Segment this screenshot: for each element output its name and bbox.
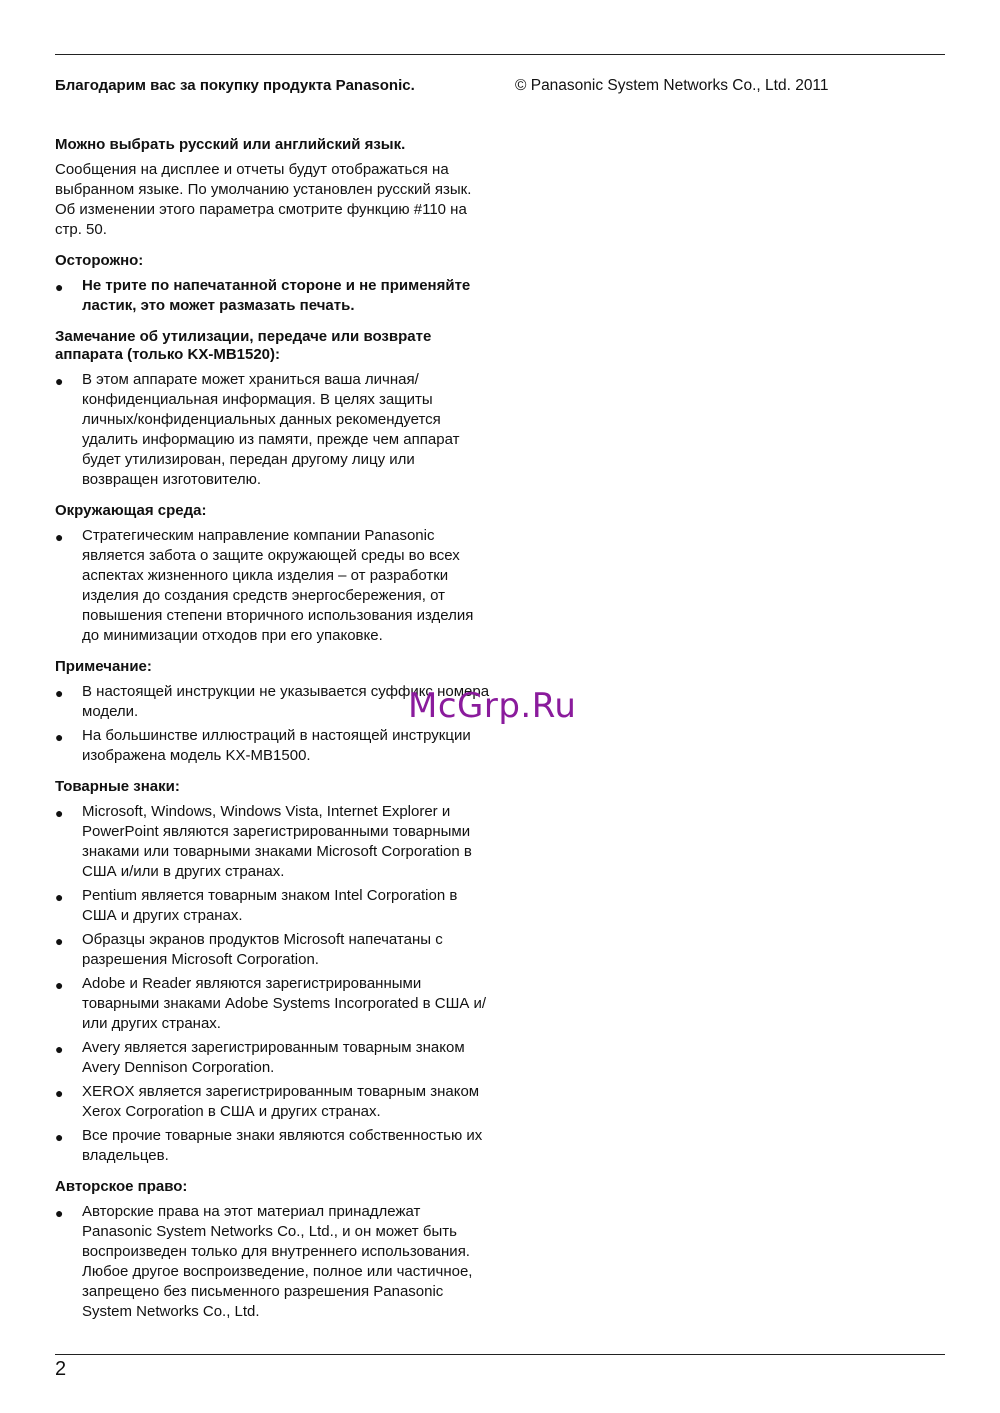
note-heading: Примечание:	[55, 658, 152, 675]
list-item: ● Не трите по напечатанной стороне и не применяйте ластик, это может размазать печать.	[55, 277, 471, 314]
list-item: ● Все прочие товарные знаки являются собственностью их владельцев.	[55, 1127, 483, 1164]
bullet-icon: ●	[55, 685, 64, 701]
list-item: ● Avery является зарегистрированным товарным знаком Avery Dennison Corporation.	[55, 1039, 465, 1076]
copyright-heading: Авторское право:	[55, 1178, 188, 1195]
language-section	[55, 136, 490, 240]
right-column	[515, 76, 945, 96]
bullet-icon: ●	[55, 1129, 64, 1145]
language-text: Сообщения на дисплее и отчеты будут отображаться на выбранном языке. По умолчанию установлен русский язык. Об изменении этого параметра смотрите функцию #110 на стр. 50.	[55, 161, 472, 238]
bullet-icon: ●	[55, 889, 64, 905]
bullet-icon: ●	[55, 933, 64, 949]
bottom-rule	[55, 1354, 945, 1355]
list-item: ● В настоящей инструкции не указывается суффикс номера модели.	[55, 683, 490, 720]
bullet-icon: ●	[55, 279, 64, 295]
watermark: McGrp.Ru	[408, 686, 577, 726]
copyright-section	[55, 1178, 490, 1322]
bullet-icon: ●	[55, 373, 64, 389]
list-item: ● Microsoft, Windows, Windows Vista, Internet Explorer и PowerPoint являются зарегистрированными товарными знаками или товарными знаками Microsoft Corporation в США и/или в других странах.	[55, 803, 472, 880]
trademarks-heading: Товарные знаки:	[55, 778, 180, 795]
bullet-icon: ●	[55, 1085, 64, 1101]
list-item: ● XEROX является зарегистрированным товарным знаком Xerox Corporation в США и других странах.	[55, 1083, 480, 1120]
list-item: ● На большинстве иллюстраций в настоящей инструкции изображена модель KX-MB1500.	[55, 727, 471, 764]
list-item: ● Образцы экранов продуктов Microsoft напечатаны с разрешения Microsoft Corporation.	[55, 931, 443, 968]
environment-section	[55, 502, 490, 646]
top-rule	[55, 54, 945, 55]
disposal-heading: Замечание об утилизации, передаче или возврате аппарата (только KX-MB1520):	[55, 328, 432, 363]
bullet-icon: ●	[55, 529, 64, 545]
caution-heading: Осторожно:	[55, 252, 144, 269]
trademarks-section	[55, 778, 490, 1166]
list-item: ● Авторские права на этот материал принадлежат Panasonic System Networks Co., Ltd., и он может быть воспроизведен только для внутреннего использования. Любое другое воспроизведение, полное или частичное, запрещено без письменного разрешения Panasonic System Networks Co., Ltd.	[55, 1203, 473, 1320]
intro-text: Благодарим вас за покупку продукта Panasonic.	[55, 77, 415, 94]
bullet-icon: ●	[55, 729, 64, 745]
list-item: ● Стратегическим направление компании Panasonic является забота о защите окружающей среды во всех аспектах жизненного цикла изделия – от разработки изделия до создания средств энергосбережения, от повышения степени вторичного использования изделия до минимизации отходов при его упаковке.	[55, 527, 474, 644]
bullet-icon: ●	[55, 805, 64, 821]
environment-heading: Окружающая среда:	[55, 502, 207, 519]
list-item: ● Pentium является товарным знаком Intel Corporation в США и других странах.	[55, 887, 458, 924]
bullet-icon: ●	[55, 977, 64, 993]
copyright-notice: © Panasonic System Networks Co., Ltd. 2011	[515, 77, 829, 94]
bullet-icon: ●	[55, 1205, 64, 1221]
list-item: ● Adobe и Reader являются зарегистрированными товарными знаками Adobe Systems Incorporated в США и/или других странах.	[55, 975, 487, 1032]
list-item: ● В этом аппарате может храниться ваша личная/конфиденциальная информация. В целях защиты личных/конфиденциальных данных рекомендуется удалить информацию из памяти, прежде чем аппарат будет утилизирован, передан другому лицу или возвращен изготовителю.	[55, 371, 460, 488]
caution-section	[55, 252, 490, 316]
language-heading: Можно выбрать русский или английский язык.	[55, 136, 406, 153]
bullet-icon: ●	[55, 1041, 64, 1057]
page-number: 2	[55, 1358, 67, 1380]
disposal-section	[55, 328, 490, 490]
